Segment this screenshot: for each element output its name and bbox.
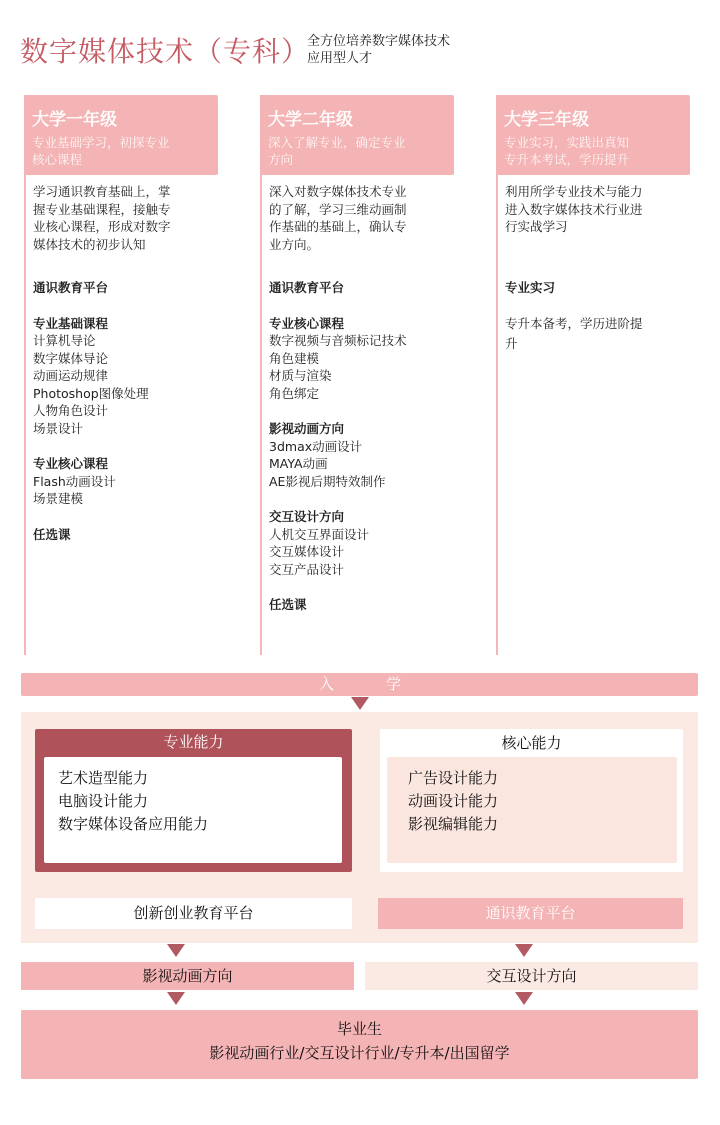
- arrow-down-icon: [351, 697, 369, 710]
- subtitle-line: 应用型人才: [307, 51, 373, 66]
- upgrade-line: 升: [505, 336, 518, 351]
- intro-line: 深入对数字媒体技术专业: [269, 184, 407, 199]
- pro-ability-title: 专业能力: [163, 733, 224, 751]
- intro-line: 作基础的基础上，确认专: [269, 219, 407, 234]
- section-heading: 交互设计方向: [269, 509, 345, 524]
- intro-line: 行实战学习: [505, 219, 568, 234]
- course-item: 动画运动规律: [33, 368, 109, 383]
- ability-item: 影视编辑能力: [408, 815, 499, 833]
- intro-line: 学习通识教育基础上，掌: [33, 184, 171, 199]
- enter-label: 入学: [318, 675, 453, 693]
- year1-header: [24, 95, 218, 175]
- ability-item: 艺术造型能力: [58, 769, 149, 787]
- film-direction: 影视动画方向: [21, 962, 354, 990]
- graduate-destinations: 影视动画行业/交互设计行业/专升本/出国留学: [209, 1044, 510, 1062]
- ability-item: 电脑设计能力: [58, 792, 149, 810]
- arrow-down-icon: [167, 992, 185, 1005]
- ability-item: 广告设计能力: [408, 769, 499, 787]
- arrow-down-icon: [515, 944, 533, 957]
- intro-line: 媒体技术的初步认知: [33, 236, 146, 252]
- course-item: 角色绑定: [269, 385, 320, 401]
- course-item: 材质与渲染: [269, 368, 332, 383]
- page-title: 数字媒体技术（专科）: [20, 35, 311, 68]
- year3-body: [505, 183, 690, 354]
- course-item: Photoshop图像处理: [33, 385, 149, 401]
- core-ability-list: [408, 767, 498, 836]
- course-item: AE影视后期特效制作: [269, 473, 386, 489]
- interaction-direction: 交互设计方向: [365, 962, 698, 990]
- year-title: 大学三年级: [504, 110, 589, 130]
- year2-header: [260, 95, 454, 175]
- intro-line: 的了解，学习三维动画制: [269, 201, 407, 217]
- course-item: 人物角色设计: [33, 403, 109, 418]
- course-item: 交互媒体设计: [269, 544, 345, 559]
- year2-body: [269, 183, 454, 614]
- year-title: 大学一年级: [32, 110, 117, 130]
- course-item: 计算机导论: [33, 333, 96, 348]
- upgrade-line: 专升本备考，学历进阶提: [505, 316, 643, 331]
- intro-line: 进入数字媒体技术行业进: [505, 201, 643, 217]
- section-heading: 专业基础课程: [33, 315, 109, 331]
- pro-ability-list: [58, 767, 208, 836]
- year-title: 大学二年级: [268, 110, 353, 130]
- course-item: 场景建模: [33, 491, 84, 506]
- elective-label: 任选课: [269, 597, 307, 612]
- course-item: 角色建模: [269, 350, 320, 366]
- year-sub: 核心课程: [32, 152, 83, 167]
- section-heading: 影视动画方向: [269, 421, 345, 436]
- intro-line: 业核心课程，形成对数字: [33, 219, 171, 234]
- intern-label: 专业实习: [505, 279, 556, 295]
- arrow-down-icon: [515, 992, 533, 1005]
- page-subtitle: [307, 33, 450, 67]
- year2-line: [260, 95, 262, 655]
- year-sub: 专升本考试，学历提升: [504, 152, 630, 167]
- year3-header: [496, 95, 690, 175]
- core-ability-title: 核心能力: [501, 734, 562, 752]
- course-item: 场景设计: [33, 420, 84, 436]
- ability-item: 数字媒体设备应用能力: [58, 815, 209, 833]
- platform-label: 通识教育平台: [269, 280, 345, 295]
- innovation-platform: 创新创业教育平台: [35, 898, 352, 929]
- graduate-title: 毕业生: [336, 1020, 382, 1038]
- year3-line: [496, 95, 498, 655]
- section-heading: 专业核心课程: [33, 456, 109, 471]
- course-item: 3dmax动画设计: [269, 438, 363, 454]
- course-item: 数字视频与音频标记技术: [269, 333, 407, 348]
- year1-body: [33, 183, 218, 543]
- arrow-down-icon: [167, 944, 185, 957]
- intro-line: 业方向。: [269, 236, 320, 252]
- ability-item: 动画设计能力: [408, 792, 499, 810]
- intro-line: 利用所学专业技术与能力: [505, 184, 643, 199]
- year-sub: 专业基础学习，初探专业: [32, 135, 170, 150]
- year1-line: [24, 95, 26, 655]
- course-item: Flash动画设计: [33, 473, 116, 489]
- elective-label: 任选课: [33, 526, 71, 542]
- intro-line: 握专业基础课程，接触专: [33, 201, 171, 217]
- course-item: 人机交互界面设计: [269, 526, 370, 542]
- course-item: 交互产品设计: [269, 561, 345, 577]
- section-heading: 专业核心课程: [269, 315, 345, 331]
- subtitle-line: 全方位培养数字媒体技术: [307, 34, 451, 49]
- year-sub: 专业实习，实践出真知: [504, 135, 630, 150]
- course-item: 数字媒体导论: [33, 350, 109, 366]
- year-sub: 方向: [268, 152, 294, 167]
- platform-label: 通识教育平台: [33, 280, 109, 295]
- general-platform: 通识教育平台: [378, 898, 683, 929]
- course-item: MAYA动画: [269, 456, 328, 471]
- year-sub: 深入了解专业，确定专业: [268, 135, 406, 150]
